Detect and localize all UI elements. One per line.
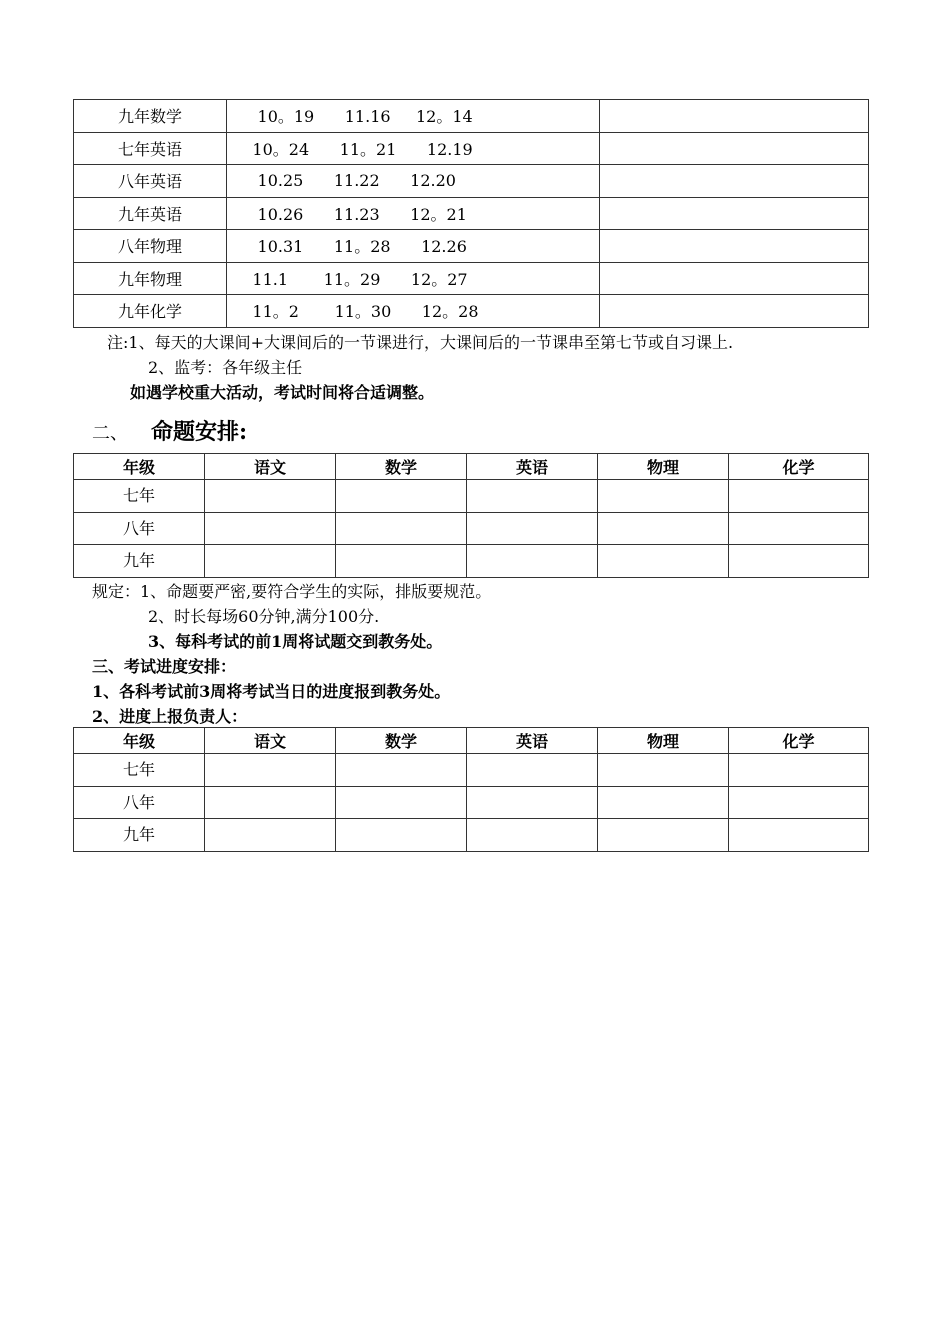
empty-cell [598,545,729,578]
table-row [74,754,869,787]
empty-cell [336,545,467,578]
section3-title: 三、考试进度安排： [92,657,237,676]
schedule-blank-cell [600,100,869,133]
rule-line-2: 2、时长每场60分钟,满分100分. [148,607,380,626]
schedule-row [74,197,869,230]
schedule-subject: 九年物理 [74,262,227,295]
empty-cell [336,512,467,545]
schedule-dates: 11.1 11。29 12。27 [227,262,600,295]
empty-cell [205,754,336,787]
empty-cell [598,754,729,787]
schedule-row [74,295,869,328]
grade-cell: 八年 [74,786,205,819]
section3-item-2: 2、进度上报负责人： [92,707,248,726]
empty-cell [598,819,729,852]
schedule-row [74,100,869,133]
empty-cell [467,819,598,852]
grade-cell: 七年 [74,754,205,787]
schedule-row [74,165,869,198]
schedule-subject: 九年化学 [74,295,227,328]
column-header: 语文 [205,728,336,754]
proposition-table [73,453,869,578]
empty-cell [336,819,467,852]
empty-cell [598,480,729,513]
table-row [74,786,869,819]
schedule-blank-cell [600,165,869,198]
empty-cell [467,545,598,578]
note-line-1: 注:1、每天的大课间+大课间后的一节课进行，大课间后的一节课串至第七节或自习课上. [107,333,734,352]
empty-cell [729,819,869,852]
column-header: 化学 [729,728,869,754]
progress-table [73,727,869,852]
empty-cell [205,480,336,513]
empty-cell [467,754,598,787]
schedule-subject: 九年数学 [74,100,227,133]
schedule-dates: 10.25 11.22 12.20 [227,165,600,198]
table-row [74,480,869,513]
note-line-2: 2、监考：各年级主任 [148,358,303,377]
column-header: 英语 [467,728,598,754]
schedule-blank-cell [600,295,869,328]
empty-cell [729,545,869,578]
empty-cell [336,786,467,819]
empty-cell [336,754,467,787]
schedule-subject: 七年英语 [74,132,227,165]
column-header: 年级 [74,454,205,480]
schedule-subject: 八年英语 [74,165,227,198]
schedule-blank-cell [600,132,869,165]
schedule-dates: 10.26 11.23 12。21 [227,197,600,230]
column-header: 年级 [74,728,205,754]
empty-cell [729,786,869,819]
empty-cell [205,786,336,819]
empty-cell [205,545,336,578]
column-header: 物理 [598,454,729,480]
empty-cell [598,512,729,545]
schedule-dates: 10.31 11。28 12.26 [227,230,600,263]
grade-cell: 七年 [74,480,205,513]
schedule-row [74,262,869,295]
schedule-row [74,132,869,165]
note-line-3: 如遇学校重大活动，考试时间将合适调整。 [130,383,435,402]
section3-item-1: 1、各科考试前3周将考试当日的进度报到教务处。 [92,682,451,701]
section2-number: 二、 [92,423,128,444]
empty-cell [598,786,729,819]
schedule-dates: 11。2 11。30 12。28 [227,295,600,328]
empty-cell [205,512,336,545]
empty-cell [467,512,598,545]
empty-cell [729,512,869,545]
column-header: 化学 [729,454,869,480]
column-header: 语文 [205,454,336,480]
schedule-dates: 10。19 11.16 12。14 [227,100,600,133]
schedule-blank-cell [600,197,869,230]
grade-cell: 九年 [74,819,205,852]
table-row [74,512,869,545]
column-header: 英语 [467,454,598,480]
section2-title: 命题安排: [150,419,248,445]
schedule-row [74,230,869,263]
schedule-subject: 九年英语 [74,197,227,230]
grade-cell: 八年 [74,512,205,545]
schedule-blank-cell [600,230,869,263]
empty-cell [467,786,598,819]
grade-cell: 九年 [74,545,205,578]
rule-line-3: 3、每科考试的前1周将试题交到教务处。 [148,632,443,651]
empty-cell [205,819,336,852]
schedule-blank-cell [600,262,869,295]
section2-heading [92,415,247,446]
column-header: 数学 [336,728,467,754]
table-row [74,545,869,578]
exam-schedule-table [73,99,869,328]
rule-line-1: 规定：1、命题要严密,要符合学生的实际，排版要规范。 [92,582,492,601]
empty-cell [729,754,869,787]
schedule-subject: 八年物理 [74,230,227,263]
schedule-dates: 10。24 11。21 12.19 [227,132,600,165]
column-header: 物理 [598,728,729,754]
empty-cell [729,480,869,513]
column-header: 数学 [336,454,467,480]
empty-cell [336,480,467,513]
empty-cell [467,480,598,513]
table-row [74,819,869,852]
